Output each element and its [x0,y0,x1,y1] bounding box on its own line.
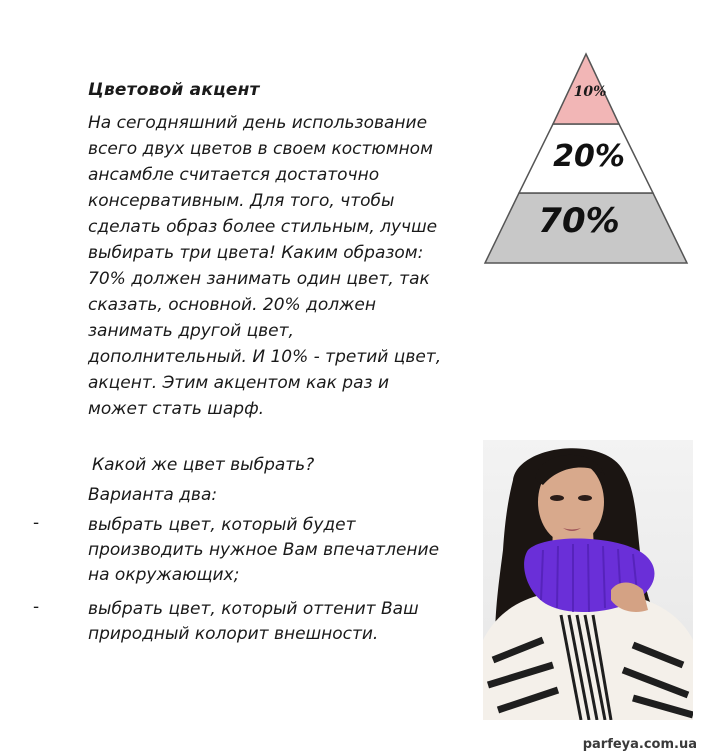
list-item-text [88,597,478,647]
question-text: Какой же цвет выбрать? [92,455,315,475]
section-heading: Цветовой акцент [88,80,260,100]
intro-line: занимать другой цвет, [88,321,294,341]
woman-in-scarf-photo [483,440,693,720]
intro-line: выбирать три цвета! Каким образом: [88,243,424,263]
list-item-line: производить нужное Вам впечатление [88,540,440,560]
intro-line: консервативным. Для того, чтобы [88,191,395,211]
intro-line: акцент. Этим акцентом как раз и [88,373,390,393]
intro-line: может стать шарф. [88,399,265,419]
watermark-text: parfeya.com.ua [582,737,697,752]
intro-line: ансамбле считается достаточно [88,165,380,185]
pyramid-middle-label: 20% [553,139,625,174]
intro-line: всего двух цветов в своем костюмном [88,139,433,159]
intro-line: сказать, основной. 20% должен [88,295,376,315]
intro-line: сделать образ более стильным, лучше [88,217,438,237]
intro-line: 70% должен занимать один цвет, так [88,269,430,289]
bullet-marker: - [33,597,40,617]
intro-line: На сегодняшний день использование [88,113,428,133]
bullet-marker: - [33,513,40,533]
list-item-text [88,513,478,588]
list-item-line: природный колорит внешности. [88,624,379,644]
intro-line: дополнительный. И 10% - третий цвет, [88,347,442,367]
list-item-line: выбрать цвет, который будет [88,515,356,535]
intro-paragraph [88,110,478,422]
list-item-line: на окружающих; [88,565,240,585]
color-proportion-pyramid [480,48,695,270]
pyramid-bottom-label: 70% [538,201,620,241]
list-item-line: выбрать цвет, который оттенит Ваш [88,599,419,619]
options-title: Варианта два: [88,485,218,505]
pyramid-top-label: 10% [573,84,607,100]
